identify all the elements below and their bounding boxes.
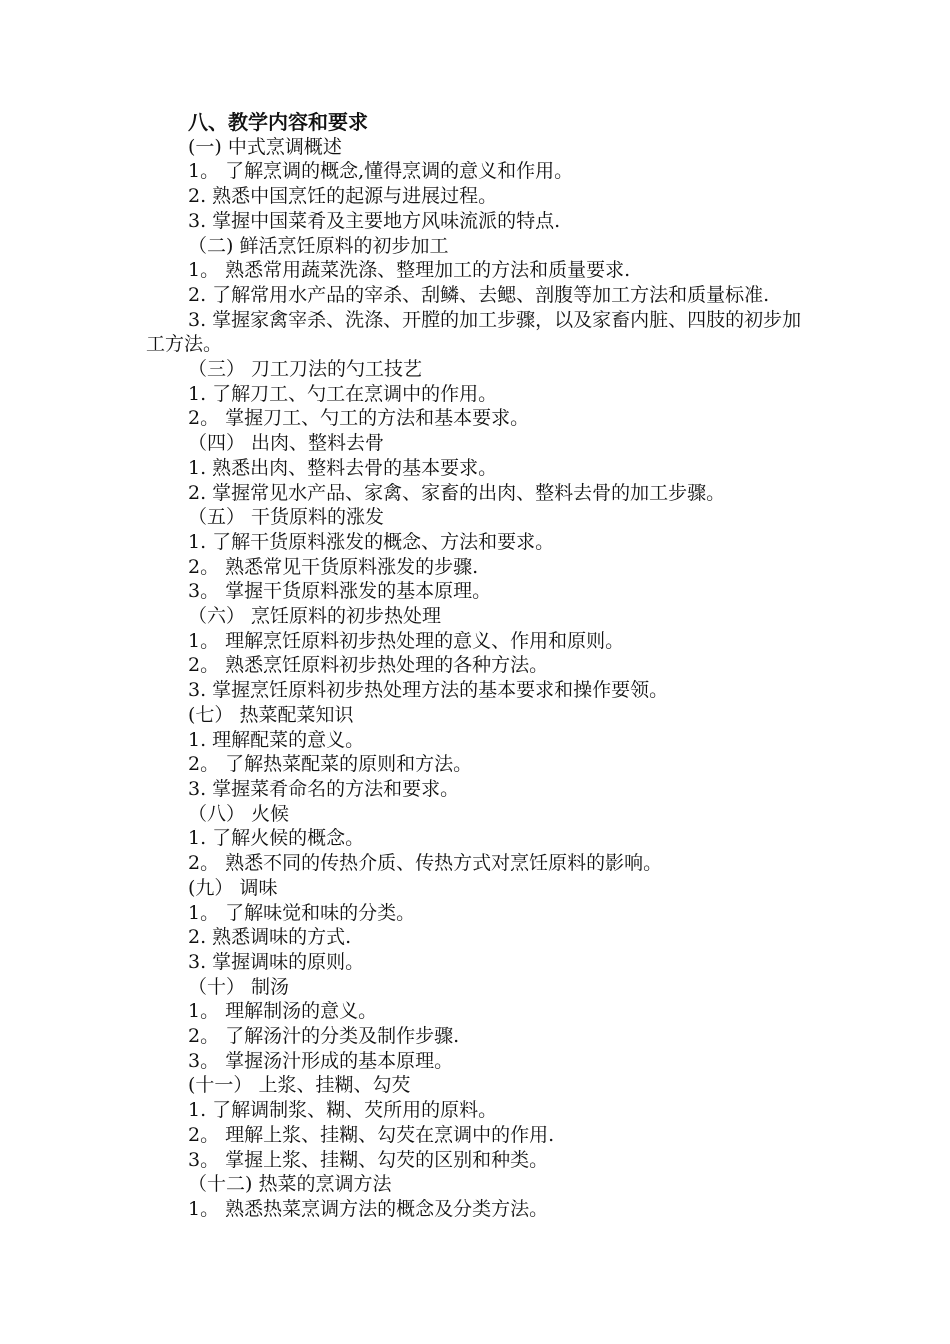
text-line: 2. 了解常用水产品的宰杀、刮鳞、去鳃、剖腹等加工方法和质量标准. xyxy=(188,283,770,306)
text-line: 1. 了解调制浆、糊、芡所用的原料。 xyxy=(188,1099,498,1122)
text-line: 3. 掌握中国菜肴及主要地方风味流派的特点. xyxy=(188,209,561,232)
text-line: 2。 了解汤汁的分类及制作步骤. xyxy=(188,1025,460,1048)
text-line: 1. 熟悉出肉、整料去骨的基本要求。 xyxy=(188,456,498,479)
text-line: 1。 了解烹调的概念,懂得烹调的意义和作用。 xyxy=(188,160,574,183)
text-line: 1。 了解味觉和味的分类。 xyxy=(188,901,416,924)
text-line: 3。 掌握干货原料涨发的基本原理。 xyxy=(188,580,492,603)
text-line: 1. 了解刀工、勺工在烹调中的作用。 xyxy=(188,382,498,405)
text-line: 1。 理解烹饪原料初步热处理的意义、作用和原则。 xyxy=(188,629,625,652)
text-line: 2。 掌握刀工、勺工的方法和基本要求。 xyxy=(188,407,530,430)
text-line: 1。 理解制汤的意义。 xyxy=(188,1000,378,1023)
text-line: （六） 烹饪原料的初步热处理 xyxy=(188,605,442,628)
text-line: (一) 中式烹调概述 xyxy=(188,135,342,158)
text-line: 1。 熟悉常用蔬菜洗涤、整理加工的方法和质量要求. xyxy=(188,259,631,282)
text-line: (十一） 上浆、挂糊、勾芡 xyxy=(188,1074,411,1097)
text-line: （十二) 热菜的烹调方法 xyxy=(188,1173,392,1196)
text-line: 3。 掌握上浆、挂糊、勾芡的区别和种类。 xyxy=(188,1148,549,1171)
text-line: （二) 鲜活烹饪原料的初步加工 xyxy=(188,234,449,257)
text-line: 2. 掌握常见水产品、家禽、家畜的出肉、整料去骨的加工步骤。 xyxy=(188,481,726,504)
text-line: 1. 理解配菜的意义。 xyxy=(188,728,365,751)
text-line: 2。 理解上浆、挂糊、勾芡在烹调中的作用. xyxy=(188,1123,555,1146)
text-line: (七） 热菜配菜知识 xyxy=(188,703,354,726)
text-line: 2. 熟悉调味的方式. xyxy=(188,926,352,949)
text-line: 3. 掌握调味的原则。 xyxy=(188,950,365,973)
document-body xyxy=(146,110,806,1222)
text-line: 2。 熟悉烹饪原料初步热处理的各种方法。 xyxy=(188,654,549,677)
text-line: 2。 熟悉常见干货原料涨发的步骤. xyxy=(188,555,479,578)
text-line: 3。 掌握汤汁形成的基本原理。 xyxy=(188,1049,454,1072)
text-line: 2. 熟悉中国烹饪的起源与进展过程。 xyxy=(188,185,498,208)
text-line: 2。 了解热菜配菜的原则和方法。 xyxy=(188,753,473,776)
text-line: 2。 熟悉不同的传热介质、传热方式对烹饪原料的影响。 xyxy=(188,852,663,875)
text-line: 1. 了解火候的概念。 xyxy=(188,827,365,850)
text-line: （八） 火候 xyxy=(188,802,290,825)
section-heading: 八、教学内容和要求 xyxy=(188,110,368,134)
text-line: 3. 掌握烹饪原料初步热处理方法的基本要求和操作要领。 xyxy=(188,679,669,702)
text-line: 1。 熟悉热菜烹调方法的概念及分类方法。 xyxy=(188,1197,549,1220)
text-line: （三） 刀工刀法的勺工技艺 xyxy=(188,358,423,381)
text-line: （五） 干货原料的涨发 xyxy=(188,506,385,529)
text-line: （四） 出肉、整料去骨 xyxy=(188,432,385,455)
text-line: 3. 掌握菜肴命名的方法和要求。 xyxy=(188,777,460,800)
text-line: （十） 制汤 xyxy=(188,975,290,998)
text-line: 1. 了解干货原料涨发的概念、方法和要求。 xyxy=(188,530,555,553)
text-line: (九） 调味 xyxy=(188,876,278,899)
text-line: 3. 掌握家禽宰杀、洗涤、开膛的加工步骤，以及家畜内脏、四肢的初步加工方法。 xyxy=(146,308,802,356)
